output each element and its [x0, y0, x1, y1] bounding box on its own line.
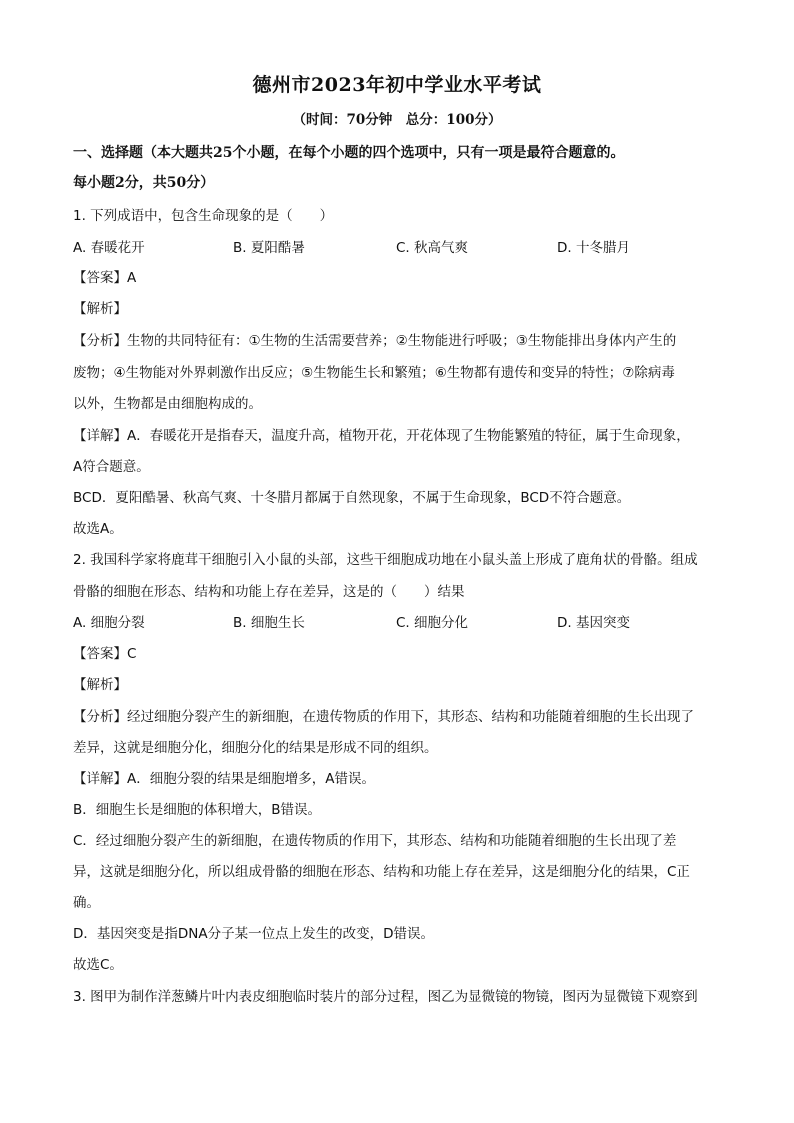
q2-fenxi-line: 【分析】经过细胞分裂产生的新细胞，在遗传物质的作用下，其形态、结构和功能随着细胞的生长出现了 — [73, 709, 694, 725]
q1-fenxi-line: 【分析】生物的共同特征有：①生物的生活需要营养；②生物能进行呼吸；③生物能排出身体内产生的 — [73, 333, 677, 349]
q1-analysis-tag: 【解析】 — [73, 301, 127, 317]
q2-xiangjie-line: 【详解】A．细胞分裂的结果是细胞增多，A错误。 — [73, 771, 375, 787]
q2-option-a: A. 细胞分裂 — [73, 615, 145, 631]
q1-xiangjie-line: A符合题意。 — [73, 459, 150, 475]
page-title: 德州市2023年初中学业水平考试 — [252, 74, 542, 96]
q1-xiangjie-line: BCD．夏阳酷暑、秋高气爽、十冬腊月都属于自然现象，不属于生命现象，BCD不符合题意。 — [73, 490, 631, 506]
question-1-stem: 1. 下列成语中，包含生命现象的是（ ） — [73, 208, 334, 224]
q2-xiangjie-line: 异，这就是细胞分化，所以组成骨骼的细胞在形态、结构和功能上存在差异，这是细胞分化的结果，C正 — [73, 864, 690, 880]
q1-answer: 【答案】A — [73, 270, 137, 286]
question-3-stem: 3. 图甲为制作洋葱鳞片叶内表皮细胞临时装片的部分过程，图乙为显微镜的物镜，图丙为显微镜下观察到 — [73, 989, 698, 1005]
q2-option-d: D. 基因突变 — [557, 615, 630, 631]
q1-fenxi-line: 废物；④生物能对外界刺激作出反应；⑤生物能生长和繁殖；⑥生物都有遗传和变异的特性；⑦除病毒 — [73, 365, 675, 381]
q2-answer: 【答案】C — [73, 646, 137, 662]
question-2-stem-cont: 骨骼的细胞在形态、结构和功能上存在差异，这是的（ ）结果 — [73, 584, 465, 600]
q1-xiangjie-line: 【详解】A．春暖花开是指春天，温度升高，植物开花，开花体现了生物能繁殖的特征，属于生命现象， — [73, 428, 690, 444]
q2-analysis-tag: 【解析】 — [73, 677, 127, 693]
q1-xiangjie-line: 故选A。 — [73, 521, 123, 537]
q2-fenxi-line: 差异，这就是细胞分化，细胞分化的结果是形成不同的组织。 — [73, 740, 438, 756]
q2-xiangjie-line: D．基因突变是指DNA分子某一位点上发生的改变，D错误。 — [73, 926, 435, 942]
q1-fenxi-line: 以外，生物都是由细胞构成的。 — [73, 396, 262, 412]
q2-xiangjie-line: 确。 — [73, 895, 100, 911]
section-heading: 一、选择题（本大题共25个小题，在每个小题的四个选项中，只有一项是最符合题意的。 — [73, 145, 625, 161]
q2-xiangjie-line: C．经过细胞分裂产生的新细胞，在遗传物质的作用下，其形态、结构和功能随着细胞的生长出现了差 — [73, 833, 677, 849]
q1-option-a: A. 春暖花开 — [73, 240, 145, 256]
exam-info: （时间：70分钟 总分：100分） — [292, 112, 502, 128]
q2-xiangjie-line: B．细胞生长是细胞的体积增大，B错误。 — [73, 802, 322, 818]
section-heading-cont: 每小题2分，共50分） — [73, 175, 215, 191]
q2-option-b: B. 细胞生长 — [233, 615, 305, 631]
q1-option-c: C. 秋高气爽 — [396, 240, 469, 256]
q2-xiangjie-line: 故选C。 — [73, 957, 123, 973]
q1-option-b: B. 夏阳酷暑 — [233, 240, 305, 256]
question-2-stem: 2. 我国科学家将鹿茸干细胞引入小鼠的头部，这些干细胞成功地在小鼠头盖上形成了鹿角状的骨骼。组成 — [73, 552, 698, 568]
q2-option-c: C. 细胞分化 — [396, 615, 469, 631]
q1-option-d: D. 十冬腊月 — [557, 240, 630, 256]
